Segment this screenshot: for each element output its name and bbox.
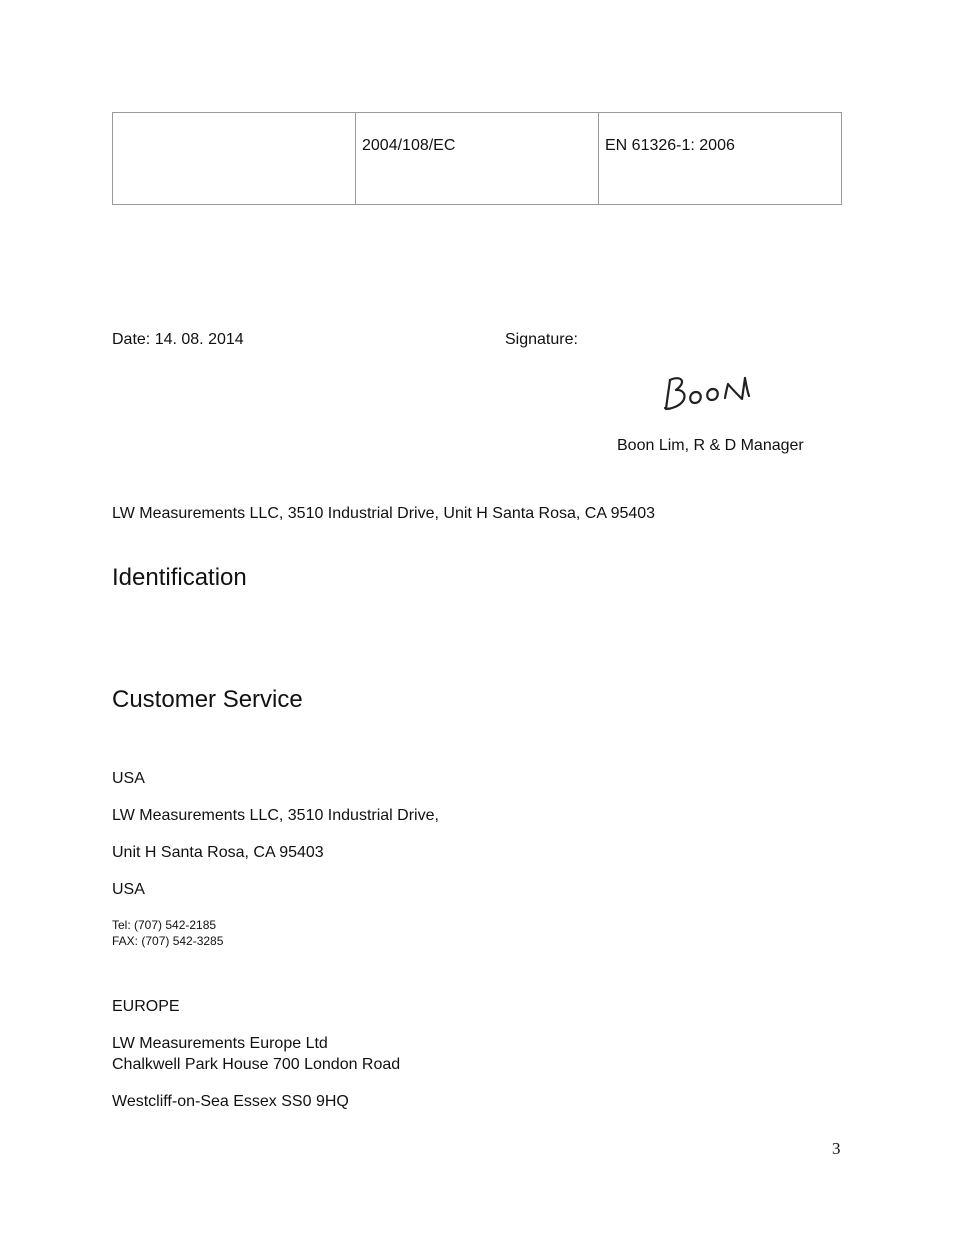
standards-table bbox=[112, 112, 842, 205]
europe-address-line2: Chalkwell Park House 700 London Road bbox=[112, 1056, 401, 1073]
table-cell-standard: EN 61326-1: 2006 bbox=[599, 113, 842, 205]
usa-country: USA bbox=[112, 881, 145, 898]
company-address: LW Measurements LLC, 3510 Industrial Drive, Unit H Santa Rosa, CA 95403 bbox=[112, 505, 656, 522]
table-cell-directive: 2004/108/EC bbox=[356, 113, 599, 205]
handwritten-signature bbox=[660, 372, 752, 414]
usa-region-label: USA bbox=[112, 770, 145, 787]
heading-identification: Identification bbox=[112, 564, 247, 591]
table-cell bbox=[113, 113, 356, 205]
europe-address-line3: Westcliff-on-Sea Essex SS0 9HQ bbox=[112, 1093, 349, 1110]
europe-address-line1: LW Measurements Europe Ltd bbox=[112, 1035, 328, 1052]
signatory-name: Boon Lim, R & D Manager bbox=[617, 437, 804, 454]
signature-label: Signature: bbox=[505, 331, 578, 348]
heading-customer-service: Customer Service bbox=[112, 686, 303, 713]
usa-address-line1: LW Measurements LLC, 3510 Industrial Drive, bbox=[112, 807, 439, 824]
usa-address-line2: Unit H Santa Rosa, CA 95403 bbox=[112, 844, 324, 861]
table-row bbox=[113, 113, 842, 205]
europe-region-label: EUROPE bbox=[112, 998, 180, 1015]
usa-fax: FAX: (707) 542-3285 bbox=[112, 934, 224, 948]
usa-telephone: Tel: (707) 542-2185 bbox=[112, 918, 217, 932]
page-number: 3 bbox=[832, 1139, 841, 1158]
declaration-date: Date: 14. 08. 2014 bbox=[112, 331, 244, 348]
